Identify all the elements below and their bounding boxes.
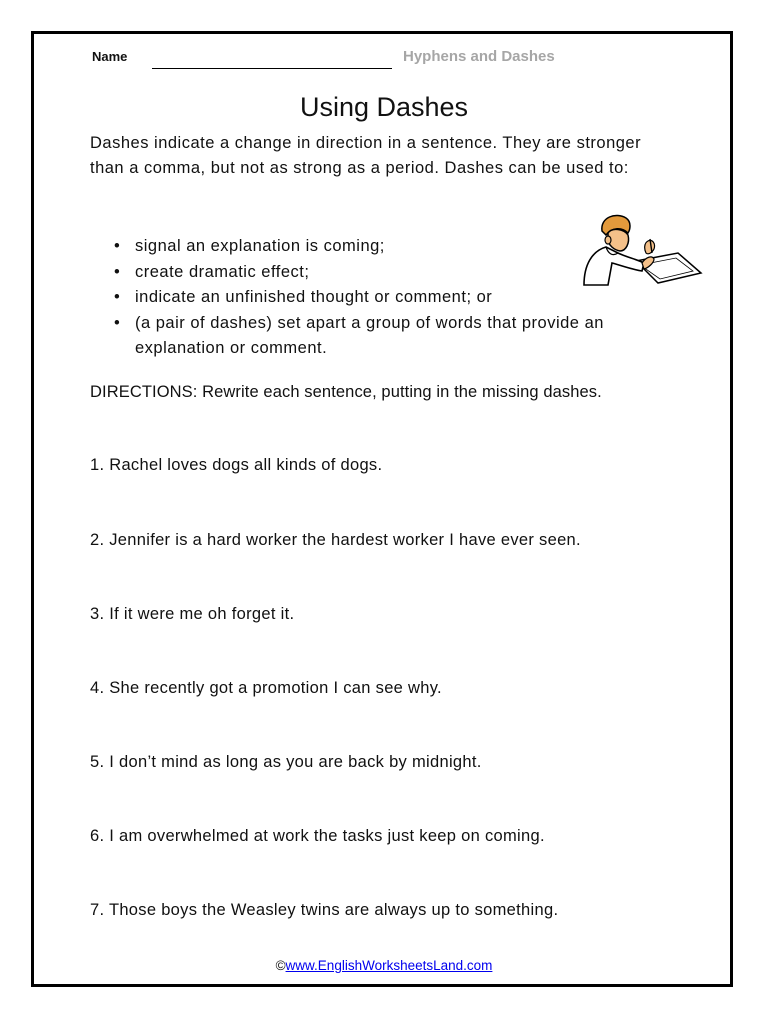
exercise-sentence-2: 2. Jennifer is a hard worker the hardest worker I have ever seen. (90, 531, 581, 549)
exercise-sentence-3: 3. If it were me oh forget it. (90, 605, 295, 623)
exercise-sentence-5: 5. I don’t mind as long as you are back by midnight. (90, 753, 482, 771)
website-link[interactable]: www.EnglishWorksheetsLand.com (285, 958, 493, 973)
list-item: • (a pair of dashes) set apart a group of words that provide an explanation or comment. (92, 311, 672, 362)
name-label: Name (92, 49, 128, 64)
name-field-line (152, 68, 392, 69)
list-item: • indicate an unfinished thought or comment; or (92, 285, 672, 311)
exercise-sentence-1: 1. Rachel loves dogs all kinds of dogs. (90, 456, 383, 474)
list-item: • signal an explanation is coming; (92, 234, 672, 260)
exercise-sentence-4: 4. She recently got a promotion I can see why. (90, 679, 442, 697)
page-title: Using Dashes (299, 92, 469, 122)
copyright-symbol: © (275, 958, 286, 973)
exercise-sentence-7: 7. Those boys the Weasley twins are always up to something. (90, 901, 559, 919)
uses-list (92, 234, 672, 362)
intro-paragraph: Dashes indicate a change in direction in a sentence. They are stronger than a comma, but not as strong as a period. Dashes can be used to: (90, 134, 642, 177)
footer (0, 958, 768, 973)
exercise-sentence-6: 6. I am overwhelmed at work the tasks just keep on coming. (90, 827, 545, 845)
list-item: • create dramatic effect; (92, 260, 672, 286)
directions-text: DIRECTIONS: Rewrite each sentence, putting in the missing dashes. (90, 383, 602, 401)
worksheet-series-title: Hyphens and Dashes (403, 48, 555, 65)
